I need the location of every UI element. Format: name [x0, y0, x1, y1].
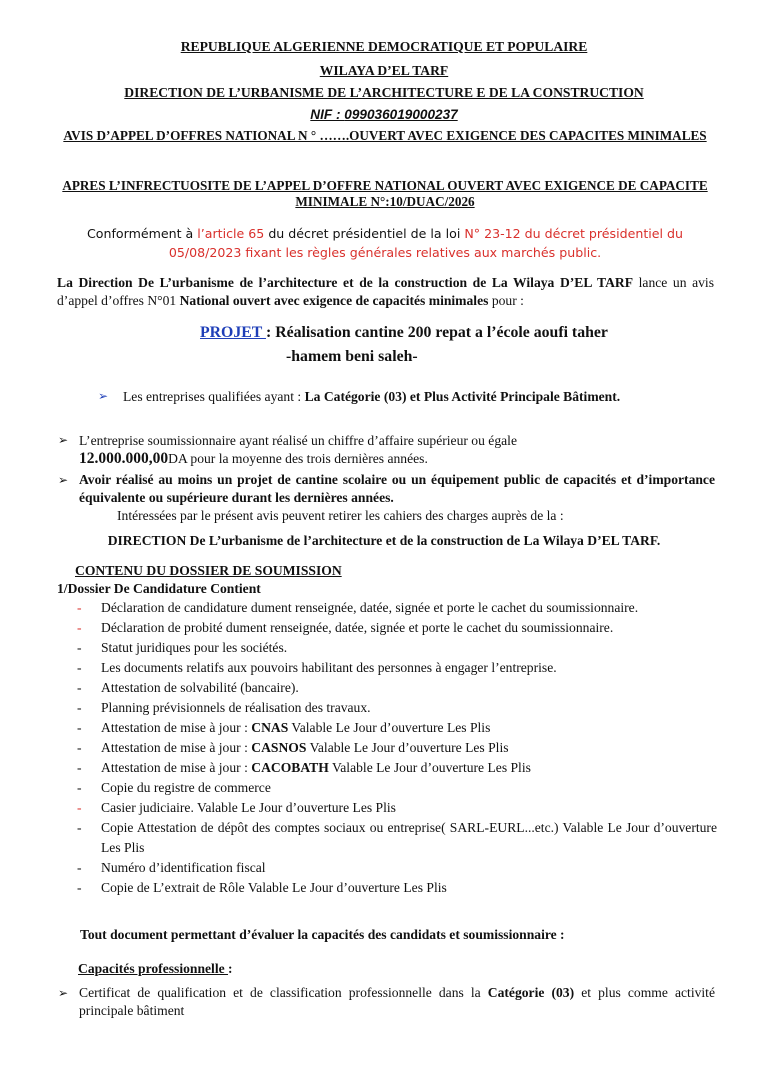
criteria-categorie	[123, 388, 715, 406]
certificat-normal2: et plus comme activité principale bâtiment	[79, 985, 715, 1018]
dash-bullet: -	[77, 640, 82, 655]
list-item-bold: CASNOS	[251, 740, 307, 755]
projet-label: PROJET	[200, 324, 266, 341]
list-item	[77, 678, 717, 698]
list-item-bold: CACOBATH	[251, 760, 329, 775]
infructuosite-title: APRES L’INFRECTUOSITE DE L’APPEL D’OFFRE NATIONAL OUVERT AVEC EXIGENCE DE CAPACITE MINIMALE N°:10/DUAC/2026	[62, 178, 708, 209]
dossier-title: 1/Dossier De Candidature Contient	[57, 581, 261, 596]
intro-normal1: lance un avis d’appel d’offres N°01	[57, 275, 714, 308]
criteria-cantine	[79, 471, 715, 507]
list-item	[77, 618, 717, 638]
list-item-bold: CNAS	[251, 720, 289, 735]
projet-line2: -hamem beni saleh-	[286, 348, 418, 365]
list-item-text: Copie Attestation de dépôt des comptes sociaux ou entreprise( SARL-EURL...etc.) Valable Le Jour d’ouverture Les Plis	[101, 820, 717, 855]
intro-normal2: pour :	[488, 293, 524, 308]
conformement-part3: du décret présidentiel de la loi	[264, 226, 465, 241]
conformement-paragraph	[60, 224, 710, 262]
list-item-text: Attestation de mise à jour :	[101, 720, 252, 735]
list-item-text: Attestation de mise à jour :	[101, 760, 252, 775]
conformement-decret: N° 23-12 du décret présidentiel du 05/08/2023 fixant les règles générales relatives aux marchés public.	[168, 226, 683, 260]
dash-bullet: -	[77, 880, 82, 895]
dash-bullet: -	[77, 740, 82, 755]
list-item	[77, 758, 717, 778]
criteria-c3-bold: Avoir réalisé au moins un projet de cantine scolaire ou un équipement public de capacités et d’importance équivalente ou supérieure durant les dernières années.	[79, 472, 715, 505]
list-item	[77, 598, 717, 618]
arrow-bullet-icon: ➢	[58, 986, 69, 1000]
contenu-title: CONTENU DU DOSSIER DE SOUMISSION	[75, 563, 342, 578]
arrow-bullet-icon: ➢	[98, 389, 109, 403]
dash-bullet: -	[77, 620, 82, 635]
interessees-line: Intéressées par le présent avis peuvent retirer les cahiers des charges auprès de la :	[117, 508, 564, 523]
conformement-article: l’article 65	[197, 226, 265, 241]
dash-bullet: -	[77, 860, 82, 875]
dash-bullet: -	[77, 760, 82, 775]
header-republique: REPUBLIQUE ALGERIENNE DEMOCRATIQUE ET POPULAIRE	[180, 39, 588, 54]
arrow-bullet-icon: ➢	[58, 473, 69, 487]
tout-document-line: Tout document permettant d’évaluer la capacités des candidats et soumissionnaire :	[80, 927, 565, 942]
header-direction: DIRECTION DE L’URBANISME DE L’ARCHITECTURE E DE LA CONSTRUCTION	[124, 85, 644, 100]
list-item-text: Attestation de mise à jour :	[101, 740, 252, 755]
list-item	[77, 658, 717, 678]
arrow-bullet-icon: ➢	[58, 433, 69, 447]
certificat-bold: Catégorie (03)	[487, 985, 575, 1000]
dash-bullet: -	[77, 660, 82, 675]
dash-bullet: -	[77, 600, 82, 615]
list-item-text: Planning prévisionnels de réalisation des travaux.	[101, 700, 371, 715]
projet-text: : Réalisation cantine 200 repat a l’école aoufi taher	[265, 324, 608, 341]
list-item	[77, 698, 717, 718]
list-item-text: Valable Le Jour d’ouverture Les Plis	[306, 740, 509, 755]
list-item	[77, 818, 717, 858]
dossier-list	[77, 598, 717, 898]
list-item-text: Valable Le Jour d’ouverture Les Plis	[328, 760, 531, 775]
direction-line: DIRECTION De L’urbanisme de l’architecture et de la construction de La Wilaya D’EL TARF.	[107, 533, 661, 548]
criteria-chiffre-affaire	[79, 432, 709, 468]
list-item-text: Attestation de solvabilité (bancaire).	[101, 680, 299, 695]
header-nif	[0, 106, 768, 124]
criteria-c1-bold: La Catégorie (03) et Plus Activité Principale Bâtiment.	[304, 389, 621, 404]
dash-bullet: -	[77, 700, 82, 715]
certificat-normal1: Certificat de qualification et de classification professionnelle dans la	[79, 985, 488, 1000]
list-item	[77, 738, 717, 758]
capacites-title	[78, 960, 233, 978]
header-wilaya: WILAYA D’EL TARF	[319, 63, 449, 78]
list-item-text: Les documents relatifs aux pouvoirs habilitant des personnes à engager l’entreprise.	[101, 660, 557, 675]
nif-label: NIF :	[310, 107, 345, 122]
projet-line	[200, 322, 720, 344]
intro-direction: La Direction De L’urbanisme de l’architecture et de la construction de La Wilaya D’EL TARF	[57, 275, 634, 290]
list-item-text: Copie de L’extrait de Rôle Valable Le Jour d’ouverture Les Plis	[101, 880, 447, 895]
list-item	[77, 718, 717, 738]
list-item-text: Statut juridiques pour les sociétés.	[101, 640, 288, 655]
list-item-text: Déclaration de probité dument renseignée, datée, signée et porte le cachet du soumissionnaire.	[101, 620, 614, 635]
list-item	[77, 798, 717, 818]
conformement-part1: Conformément à	[87, 226, 198, 241]
criteria-c2-normal: L’entreprise soumissionnaire ayant réalisé un chiffre d’affaire supérieur ou égale	[79, 433, 517, 448]
list-item	[77, 778, 717, 798]
dash-bullet: -	[77, 780, 82, 795]
criteria-c2-rest: DA pour la moyenne des trois dernières années.	[168, 451, 428, 466]
dash-bullet: -	[77, 720, 82, 735]
dash-bullet: -	[77, 680, 82, 695]
dash-bullet: -	[77, 800, 82, 815]
list-item	[77, 858, 717, 878]
list-item-text: Déclaration de candidature dument renseignée, datée, signée et porte le cachet du soumissionnaire.	[101, 600, 639, 615]
intro-national: National ouvert avec exigence de capacités minimales	[179, 293, 489, 308]
dash-bullet: -	[77, 820, 82, 835]
criteria-c2-amount: 12.000.000,00	[79, 450, 169, 467]
header-avis: AVIS D’APPEL D’OFFRES NATIONAL N ° …….OUVERT AVEC EXIGENCE DES CAPACITES MINIMALES	[63, 128, 707, 143]
capacites-label: Capacités professionnelle	[78, 961, 229, 976]
list-item-text: Valable Le Jour d’ouverture Les Plis	[288, 720, 491, 735]
list-item	[77, 638, 717, 658]
list-item-text: Casier judiciaire. Valable Le Jour d’ouverture Les Plis	[101, 800, 396, 815]
list-item-text: Numéro d’identification fiscal	[101, 860, 266, 875]
criteria-c1-normal: Les entreprises qualifiées ayant :	[123, 389, 305, 404]
list-item-text: Copie du registre de commerce	[101, 780, 271, 795]
list-item	[77, 878, 717, 898]
capacites-colon: :	[228, 961, 233, 976]
certificat-paragraph	[79, 984, 715, 1020]
intro-paragraph	[57, 274, 714, 310]
nif-value: 099036019000237	[344, 107, 458, 122]
